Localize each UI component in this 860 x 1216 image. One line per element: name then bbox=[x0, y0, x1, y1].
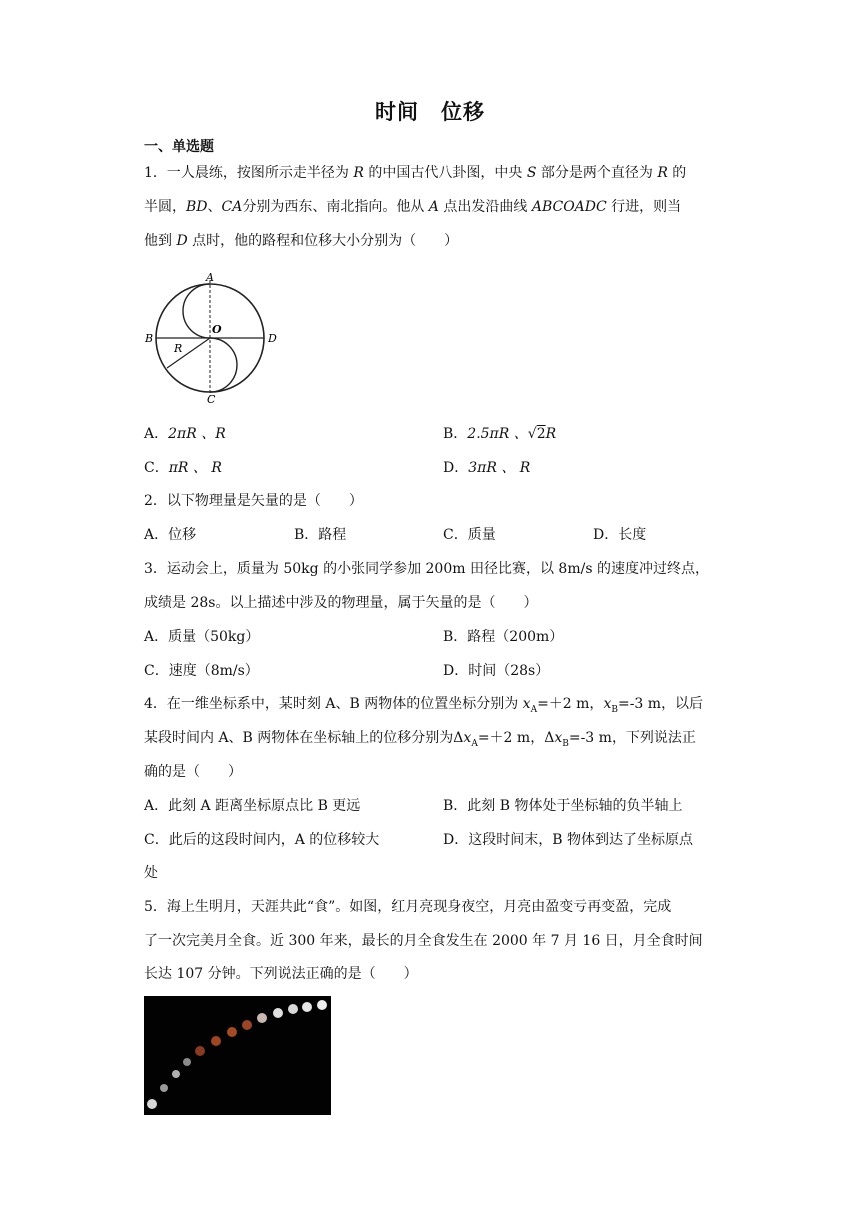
q4-option-c[interactable]: C．此后的这段时间内，A 的位移较大 bbox=[144, 832, 380, 848]
moon-phase bbox=[257, 1013, 267, 1023]
label-c: C bbox=[207, 393, 216, 406]
q4-line-2: 某段时间内 A、B 两物体在坐标轴上的位移分别为$\Delta x_A=+2$ m，$\Delta x_B=-3$ m，下列说法正 bbox=[144, 730, 696, 749]
q5-line-2: 了一次完美月全食。近 300 年来，最长的月全食发生在 2000 年 7 月 16 日，月全食时间 bbox=[144, 933, 703, 949]
q2-option-d[interactable]: D．长度 bbox=[593, 527, 647, 543]
q1-option-b[interactable]: B．2.5πR 、√2R bbox=[443, 426, 557, 442]
section-heading: 一、单选题 bbox=[144, 139, 214, 155]
q1-line-3: 他到 D 点时，他的路程和位移大小分别为（ ） bbox=[144, 233, 459, 249]
q3-option-b[interactable]: B．路程（200m） bbox=[443, 629, 564, 645]
q4-option-d-continued: 处 bbox=[144, 865, 158, 881]
moon-phase bbox=[147, 1099, 157, 1109]
label-a: A bbox=[206, 271, 214, 284]
lunar-eclipse-photo bbox=[144, 996, 331, 1115]
q3-option-a[interactable]: A．质量（50kg） bbox=[144, 629, 260, 645]
bagua-diagram bbox=[142, 270, 282, 406]
q1-line-2: 半圆，BD、CA分别为西东、南北指向。他从 A 点出发沿曲线 ABCOADC 行进，则当 bbox=[144, 199, 682, 215]
q2-option-c[interactable]: C．质量 bbox=[443, 527, 496, 543]
s-curve-upper bbox=[183, 284, 210, 338]
q3-option-c[interactable]: C．速度（8m/s） bbox=[144, 663, 259, 679]
q1-line-1: 1．一人晨练，按图所示走半径为 R 的中国古代八卦图，中央 S 部分是两个直径为 R 的 bbox=[144, 165, 687, 181]
q2-option-b[interactable]: B．路程 bbox=[294, 527, 347, 543]
s-curve-lower bbox=[210, 338, 237, 392]
q3-line-2: 成绩是 28s。以上描述中涉及的物理量，属于矢量的是（ ） bbox=[144, 595, 538, 611]
moon-phase bbox=[211, 1036, 221, 1046]
q4-option-d[interactable]: D．这段时间末，B 物体到达了坐标原点 bbox=[443, 832, 693, 848]
moon-phase bbox=[302, 1002, 312, 1012]
moon-phase bbox=[242, 1020, 252, 1030]
q2-stem: 2．以下物理量是矢量的是（ ） bbox=[144, 493, 363, 509]
moon-phase bbox=[172, 1070, 180, 1078]
moon-phase bbox=[183, 1058, 191, 1066]
q1-option-d[interactable]: D．3πR 、 R bbox=[443, 460, 531, 476]
moon-phase bbox=[227, 1027, 237, 1037]
q4-line-3: 确的是（ ） bbox=[144, 764, 242, 780]
q3-line-1: 3．运动会上，质量为 50kg 的小张同学参加 200m 田径比赛，以 8m/s 的速度冲过终点， bbox=[144, 561, 709, 577]
label-o: O bbox=[212, 323, 222, 336]
moon-phase bbox=[317, 1000, 327, 1010]
label-r: R bbox=[174, 342, 183, 355]
q1-option-a[interactable]: A．2πR 、R bbox=[144, 426, 226, 442]
moon-phase bbox=[160, 1084, 168, 1092]
page-title: 时间 位移 bbox=[375, 100, 485, 124]
q5-line-3: 长达 107 分钟。下列说法正确的是（ ） bbox=[144, 966, 418, 982]
label-d: D bbox=[268, 332, 277, 345]
q3-option-d[interactable]: D．时间（28s） bbox=[443, 663, 550, 679]
q4-option-a[interactable]: A．此刻 A 距离坐标原点比 B 更远 bbox=[144, 798, 361, 814]
moon-phase bbox=[288, 1004, 298, 1014]
moon-phase bbox=[273, 1008, 283, 1018]
q5-line-1: 5．海上生明月，天涯共此“食”。如图，红月亮现身夜空，月亮由盈变亏再变盈，完成 bbox=[144, 899, 672, 915]
label-b: B bbox=[145, 332, 154, 345]
moon-phase bbox=[195, 1046, 205, 1056]
q4-line-1: 4．在一维坐标系中，某时刻 A、B 两物体的位置坐标分别为 $x_A=+2$ m，$x_B=-3$ m，以后 bbox=[144, 696, 704, 715]
q2-option-a[interactable]: A．位移 bbox=[144, 527, 197, 543]
q1-option-c[interactable]: C．πR 、 R bbox=[144, 460, 222, 476]
q4-option-b[interactable]: B．此刻 B 物体处于坐标轴的负半轴上 bbox=[443, 798, 683, 814]
